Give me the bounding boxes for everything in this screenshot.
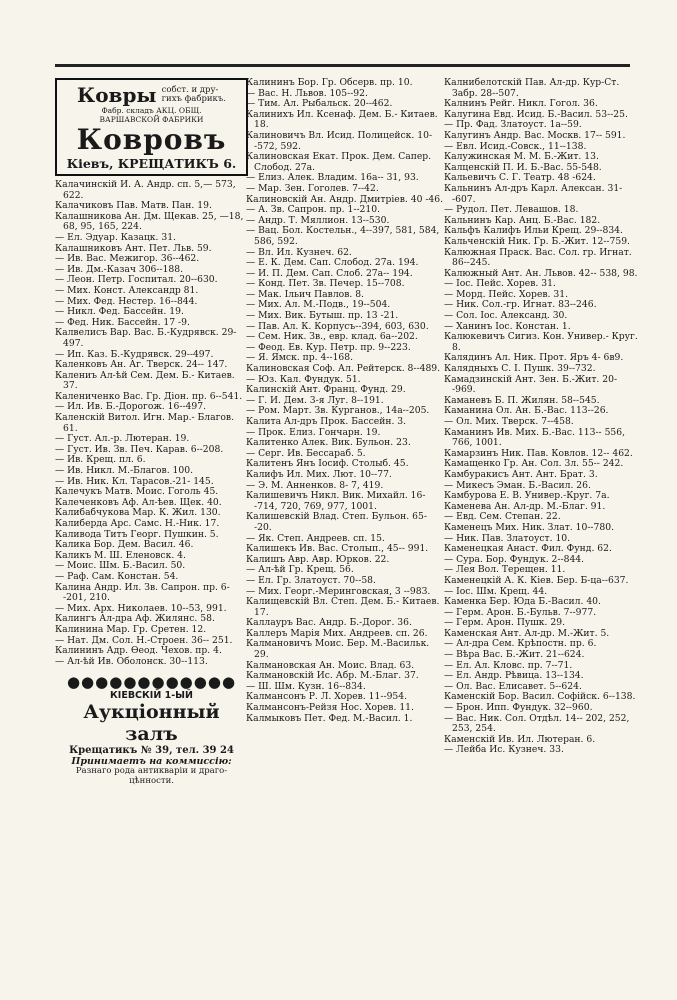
directory-entry: Калибердa Арс. Самс. Н.-Ник. 17. — [55, 518, 220, 529]
directory-entry: Каманинъ Ив. Мих. Б.-Вас. 113-- 556, 766, 1001. — [444, 426, 628, 449]
directory-entry: — Як. Степ. Андреев. сп. 15. — [246, 532, 385, 544]
directory-entry: — Я. Ямск. пр. 4--168. — [246, 352, 354, 364]
directory-entry: — Мих. Арх. Николаев. 10--53, 991. — [55, 602, 227, 614]
column-left — [55, 78, 251, 792]
directory-entry: — Густ. Ал.-р. Лютеран. 19. — [55, 433, 190, 445]
directory-entry: — Пр. Фад. Златоуст. 1а--59. — [444, 119, 582, 131]
directory-entry: — Евд. Сем. Степан. 22. — [444, 511, 561, 523]
directory-entry: — Лея Вол. Терещен. 11. — [444, 564, 566, 576]
directory-entry: — Серг. Ив. Бессараб. 5. — [246, 447, 366, 459]
directory-entry: — Ив. Никл. М.-Благов. 100. — [55, 465, 194, 477]
ad-factory-line: Фабр. складъ АКЦ. ОБЩ. — [101, 106, 202, 115]
directory-entry: Калингъ Ал-дра Аф. Жилянс. 58. — [55, 613, 215, 625]
directory-entry: — Ш. Шм. Кузн. 16--834. — [246, 680, 366, 692]
directory-entry: Калиновская Соф. Ал. Рейтерск. 8--489. — [246, 363, 441, 375]
directory-entry: — Мих. Ал. М.-Подв., 19--504. — [246, 299, 391, 311]
directory-entry: Калищевскій Вл. Степ. Дем. Б.- Китаев. 17. — [246, 596, 443, 618]
directory-entry: — Елиз. Алек. Владим. 16а-- 31, 93. — [246, 172, 419, 184]
directory-entry: — Моис. Шм. Б.-Васил. 50. — [55, 560, 186, 572]
directory-entry: — Пав. Ал. К. Корпусъ--394, 603, 630. — [246, 320, 429, 332]
directory-entry: Калвелисъ Вар. Вас. Б.-Кудрявск. 29-497. — [55, 327, 237, 349]
directory-entry: — Ел. Гр. Златоуст. 70--58. — [246, 574, 376, 586]
directory-entry: — Ив. Крещ. пл. 6. — [55, 454, 146, 466]
directory-entry: Калина Андр. Ил. Зв. Сапрон. пр. 6--201, 210. — [55, 581, 230, 604]
directory-entry: Калашникова Ан. Дм. Щекав. 25, —18, 68, 95, 165, 224. — [55, 210, 247, 233]
directory-entry: — Тим. Ал. Рыбальск. 20--462. — [246, 98, 393, 110]
directory-entry: Калядинъ Ал. Ник. Прот. Яръ 4- 6в9. — [444, 352, 624, 364]
directory-entry: — Морд. Пейс. Хорев. 31. — [444, 288, 568, 300]
directory-entry: Камарзинъ Ник. Пав. Ковлов. 12-- 462. — [444, 447, 633, 459]
directory-entry: — Ник. Пав. Златоуст. 10. — [444, 532, 571, 544]
directory-entry: Каменскій Бор. Васил. Софійск. 6--138. — [444, 691, 636, 703]
directory-entry: — И. П. Дем. Сап. Слоб. 27а-- 194. — [246, 267, 413, 279]
directory-entry: Калишекъ Ив. Вас. Столып., 45-- 991. — [246, 543, 429, 555]
directory-entry: Каллауръ Вас. Андр. Б.-Дорог. 36. — [246, 617, 412, 629]
top-rule — [55, 64, 630, 67]
directory-entry: — Вѣра Вас. Б.-Жит. 21--624. — [444, 649, 585, 661]
ad-auction-address: Крещатикъ № 39, тел. 39 24 — [69, 745, 234, 757]
directory-entry: Калеченковъ Аф. Ал-ѣев. Щек. 40. — [55, 496, 222, 508]
directory-entry: Калугинъ Андр. Вас. Москв. 17-- 591. — [444, 129, 626, 141]
directory-entry: — Ром. Март. Зв. Курганов., 14а--205. — [246, 405, 430, 417]
directory-entry: — Мих. Конст. Александр 81. — [55, 284, 199, 296]
directory-entry: Калиновичъ Вл. Исид. Полицейск. 10--572, 592. — [246, 129, 433, 152]
directory-entry: Каменева Ан. Ал-др. М.-Благ. 91. — [444, 500, 606, 512]
directory-entry: — Никл. Фед. Бассейн. 19. — [55, 306, 184, 318]
directory-entry: — Ив. Вас. Межигор. 36--462. — [55, 253, 200, 265]
ad-side-line: гихъ фабрикъ. — [161, 94, 226, 104]
directory-entry: Калмановичъ Моис. Бер. М.-Васильк. 29. — [246, 638, 433, 661]
directory-entry: — Ник. Сол.-гр. Игнат. 83--246. — [444, 299, 597, 311]
directory-entry: Каленковъ Ан. Аг. Тверск. 24-- 147. — [55, 359, 228, 371]
directory-entry: — Ив. Дм.-Казач 306--188. — [55, 263, 184, 275]
directory-entry: — Ел. Ал. Кловс. пр. 7--71. — [444, 659, 573, 671]
directory-entry: — Г. И. Дем. 3-я Луг. 8--191. — [246, 394, 384, 406]
directory-entry: Калнибелотскій Пав. Ал-др. Кур-Ст. Забр. 28--507. — [444, 77, 623, 99]
directory-entry: — Вас. Н. Львов. 105--92. — [246, 87, 368, 99]
ad-auction-subtitle: КІЕВСКІЙ 1-ЫЙ — [110, 690, 193, 702]
directory-entry: Калинина Мар. Гр. Сретен. 12. — [55, 623, 207, 635]
directory-entry: — Іос. Шм. Крещ. 44. — [444, 585, 548, 597]
directory-entry: Калашниковъ Ант. Пет. Льв. 59. — [55, 242, 212, 254]
ad-auction-title: Аукціонный залъ — [83, 701, 220, 746]
directory-entry: Калмансонъ Р. Л. Хорев. 11--954. — [246, 691, 408, 703]
directory-entry: — Ол. Мих. Тверск. 7--458. — [444, 416, 574, 427]
ad-address: Кіевъ, КРЕЩАТИКЪ 6. — [66, 156, 237, 171]
column-middle — [246, 78, 444, 724]
directory-entry: — Мих. Георг.-Меринговская, 3 --983. — [246, 585, 431, 597]
directory-entry: — Микесъ Эман. Б.-Васил. 26. — [444, 479, 591, 491]
directory-list — [55, 180, 251, 667]
ad-brand-name: Ковровъ — [76, 123, 227, 156]
directory-entry: Каленскій Витол. Игн. Мар.- Благов. 61. — [55, 412, 237, 434]
directory-entry: — Ханинъ Іос. Констан. 1. — [444, 320, 571, 332]
directory-entry: Кальченскій Ник. Гр. Б.-Жит. 12--759. — [444, 235, 630, 247]
directory-entry: Каманевъ Б. П. Жилян. 58--545. — [444, 394, 600, 406]
directory-entry: Каменецкій А. К. Кіев. Бер. Б-ца--637. — [444, 574, 629, 586]
directory-entry: Калениченко Вас. Гр. Діон. пр. 6--541. — [55, 390, 243, 402]
directory-entry: Калмыковъ Пет. Фед. М.-Васил. 1. — [246, 712, 413, 724]
directory-entry: — Леон. Петр. Госпитал. 20--630. — [55, 274, 218, 286]
directory-entry: Калишевичъ Никл. Вик. Михайл. 16--714, 720, 769, 977, 1001. — [246, 490, 426, 512]
directory-entry: Каллеръ Марія Мих. Андреев. сп. 26. — [246, 627, 428, 639]
directory-entry: — Сол. Іос. Александ. 30. — [444, 310, 568, 322]
directory-entry: — Брон. Ипп. Фундук. 32--960. — [444, 702, 593, 714]
directory-entry: — Іос. Пейс. Хорев. 31. — [444, 278, 556, 290]
directory-entry: — Ел. Эдуар. Казацк. 31. — [55, 231, 176, 243]
directory-entry: Каменецкая Анаст. Фил. Фунд. 62. — [444, 543, 612, 555]
directory-entry: Калитенъ Янъ Іосиф. Столыб. 45. — [246, 458, 409, 470]
directory-entry: Каменская Ант. Ал-др. М.-Жит. 5. — [444, 627, 610, 639]
directory-entry: Калишевскій Влад. Степ. Бульон. 65--20. — [246, 511, 427, 533]
directory-entry: — А. Зв. Сапрон. пр. 1--210. — [246, 204, 381, 216]
directory-entry: — Андр. Т. Мяллион. 13--530. — [246, 214, 390, 226]
carpets-advertisement — [55, 78, 248, 176]
directory-entry: Калмансонъ-Рейзя Нос. Хорев. 11. — [246, 702, 414, 714]
directory-entry: Калиновскій Ан. Андр. Дмитріев. 40 -46. — [246, 193, 444, 205]
directory-entry: Калмановскій Ис. Абр. М.-Благ. 37. — [246, 670, 419, 682]
directory-entry: Калценскій П. И. Б.-Вас. 55-548. — [444, 161, 602, 173]
directory-entry: — Раф. Сам. Констан. 54. — [55, 570, 179, 582]
directory-entry: — Герм. Арон. Б.-Бульв. 7--977. — [444, 606, 597, 618]
directory-entry: — Мих. Фед. Нестер. 16--844. — [55, 295, 198, 307]
ad-carpets-word: Ковры — [77, 83, 157, 107]
directory-entry: Калиновская Екат. Прок. Дем. Сапер. Слобод. 27а. — [246, 151, 434, 173]
directory-entry: Каманина Ол. Ан. Б.-Вас. 113--26. — [444, 405, 609, 417]
directory-entry: Калядныхъ С. І. Пушк. 39--732. — [444, 363, 596, 375]
directory-entry: Калечукъ Матв. Моис. Гоголь 45. — [55, 486, 219, 498]
directory-entry: — Юз. Кал. Фундук. 51. — [246, 373, 361, 385]
directory-entry: Калита Ал-дръ Прок. Бассейн. 3. — [246, 416, 407, 427]
directory-entry: Камащенко Гр. Ан. Сол. 3л. 55-- 242. — [444, 458, 624, 470]
directory-entry: Калениъ Ал-ѣй Сем. Дем. Б.- Китаев. 37. — [55, 369, 238, 392]
ad-auction-commission: Принимаетъ на коммиссію: — [71, 756, 232, 768]
directory-entry: Калачиковъ Пав. Матв. Пан. 19. — [55, 200, 212, 212]
directory-entry: — Вас. Ник. Сол. Отдѣл. 14-- 202, 252, 253, 254. — [444, 712, 633, 735]
directory-list — [444, 78, 640, 756]
directory-entry: Камбуракисъ Ант. Ант. Брат. 3. — [444, 468, 598, 480]
directory-entry: — Мих. Вик. Бутыш. пр. 13 -21. — [246, 310, 399, 322]
directory-entry: — Сура. Бор. Фундук. 2--844. — [444, 553, 585, 565]
directory-entry: — Евл. Исид.-Совск., 11--138. — [444, 140, 587, 152]
directory-entry: — Густ. Ив. Зв. Печ. Карав. 6--208. — [55, 443, 224, 455]
directory-entry: Калюжная Праск. Вас. Сол. гр. Игнат. 86--245. — [444, 246, 635, 269]
directory-entry: — Сем. Ник. Зв., евр. клад. 6а--202. — [246, 331, 418, 343]
directory-entry: — Ол. Вас. Елисавет. 5--624. — [444, 680, 582, 692]
directory-entry: — Ив. Ник. Кл. Тарасов.-21- 145. — [55, 475, 214, 487]
directory-entry: — Рудол. Пет. Левашов. 18. — [444, 204, 579, 216]
directory-entry: — Мак. Ільич Павлов. 8. — [246, 288, 364, 300]
ad-factory-line: ВАРШАВСКОЙ ФАБРИКИ — [99, 114, 204, 124]
directory-entry: — Вац. Бол. Костельн., 4--397, 581, 584, 586, 592. — [246, 225, 443, 247]
directory-entry: — Прок. Елиз. Гончарн. 19. — [246, 426, 381, 438]
directory-entry: Калужинская М. М. Б.-Жит. 13. — [444, 151, 599, 163]
directory-entry: Калачинскій И. А. Андр. сп. 5,— 573, 622. — [55, 179, 239, 201]
directory-entry: Калининъ Бор. Гр. Обсерв. пр. 10. — [246, 77, 413, 88]
directory-entry: — Э. М. Анненков. 8- 7, 419. — [246, 479, 384, 491]
ad-side-text — [162, 86, 226, 104]
directory-entry: Каменецъ Мих. Ник. Злат. 10--780. — [444, 521, 614, 533]
directory-entry: — Ал-дра Сем. Крѣпостн. пр. 6. — [444, 638, 597, 650]
directory-entry: — Феод. Ев. Кур. Петр. пр. 9--223. — [246, 341, 411, 353]
directory-entry: — Ал-ѣй Гр. Крещ. 56. — [246, 564, 354, 576]
directory-entry: — Ел. Андр. Рѣвица. 13--134. — [444, 670, 584, 682]
directory-entry: — Мар. Зен. Гоголев. 7--42. — [246, 182, 379, 194]
ad-side-line: собст. и дру- — [161, 85, 219, 95]
directory-list — [246, 78, 444, 724]
directory-entry: — Фед. Ник. Бассейн. 17 -9. — [55, 316, 190, 328]
directory-entry: Калугина Евд. Исид. Б.-Васил. 53--25. — [444, 108, 628, 120]
directory-entry: Калнинъ Рейг. Никл. Гогол. 36. — [444, 98, 598, 110]
directory-entry: Каливодa Титъ Георг. Пушкин. 5. — [55, 528, 219, 540]
directory-entry: Калика Бор. Дем. Васил. 46. — [55, 539, 194, 551]
directory-entry: Кальнинъ Кар. Анц. Б.-Вас. 182. — [444, 214, 601, 226]
directory-entry: Каменскій Ив. Ил. Лютеран. 6. — [444, 733, 596, 745]
directory-entry: — Герм. Арон. Пушк. 29. — [444, 617, 565, 629]
directory-entry: — Лейба Ис. Кузнеч. 33. — [444, 744, 564, 756]
directory-entry: Калинихъ Ил. Ксенаф. Дем. Б.- Китаев. 18. — [246, 108, 441, 131]
directory-entry: — Е. К. Дем. Сап. Слобод. 27а. 194. — [246, 257, 419, 269]
directory-entry: Калифъ Ил. Мих. Лют. 10--77. — [246, 468, 392, 480]
directory-entry: Камадзинскій Ант. Зен. Б.-Жит. 20--969. — [444, 373, 618, 396]
directory-entry: Калюкевичъ Сигиз. Кон. Универ.- Круг. 8. — [444, 331, 641, 353]
directory-entry: — Вл. Ил. Кузнеч. 62. — [246, 246, 352, 258]
directory-entry: Калинскій Ант. Франц. Фунд. 29. — [246, 384, 406, 396]
ad-auction-items: Разнаго рода антикваріи и драго- цѣнности. — [75, 766, 228, 786]
auction-advertisement — [55, 673, 248, 788]
directory-entry: Кальевичъ С. Г. Театр. 48 -624. — [444, 172, 596, 184]
directory-entry: Калибабчукова Мар. К. Жил. 130. — [55, 507, 221, 519]
directory-entry: Каменка Бер. Юда Б.-Васил. 40. — [444, 596, 601, 608]
directory-entry: Калишъ Авр. Авр. Юрков. 22. — [246, 553, 390, 565]
directory-entry: — Конд. Пет. Зв. Печер. 15--708. — [246, 278, 405, 290]
directory-entry: — Ил. Ив. Б.-Дорогож. 16--497. — [55, 401, 207, 413]
directory-entry: — Нат. Дм. Сол. Н.-Строен. 36-- 251. — [55, 634, 233, 646]
directory-entry: Калмановская Ан. Моис. Влад. 63. — [246, 659, 415, 671]
directory-entry: — Ал-ѣй Ив. Оболонск. 30--113. — [55, 655, 208, 667]
directory-entry: Калининъ Адр. Ѳеод. Чехов. пр. 4. — [55, 645, 222, 657]
ad-dots-border: ●●●●●●●●●●●● — [66, 673, 237, 692]
directory-entry: Камбурова Е. В. Универ.-Круг. 7а. — [444, 490, 610, 502]
ad-factory-text — [61, 107, 242, 124]
directory-entry: Кальнинъ Ал-дръ Карл. Алексан. 31--607. — [444, 182, 623, 205]
directory-entry: Каликъ М. Ш. Еленовск. 4. — [55, 549, 186, 561]
directory-entry: Калюжный Ант. Ан. Львов. 42-- 538, 98. — [444, 267, 638, 279]
column-right — [444, 78, 640, 756]
directory-entry: Кальфъ Калифъ Ильи Крещ. 29--834. — [444, 225, 623, 237]
directory-entry: — Ип. Каз. Б.-Кудрявск. 29--497. — [55, 348, 214, 360]
directory-entry: Калитенко Алек. Вик. Бульон. 23. — [246, 437, 411, 449]
